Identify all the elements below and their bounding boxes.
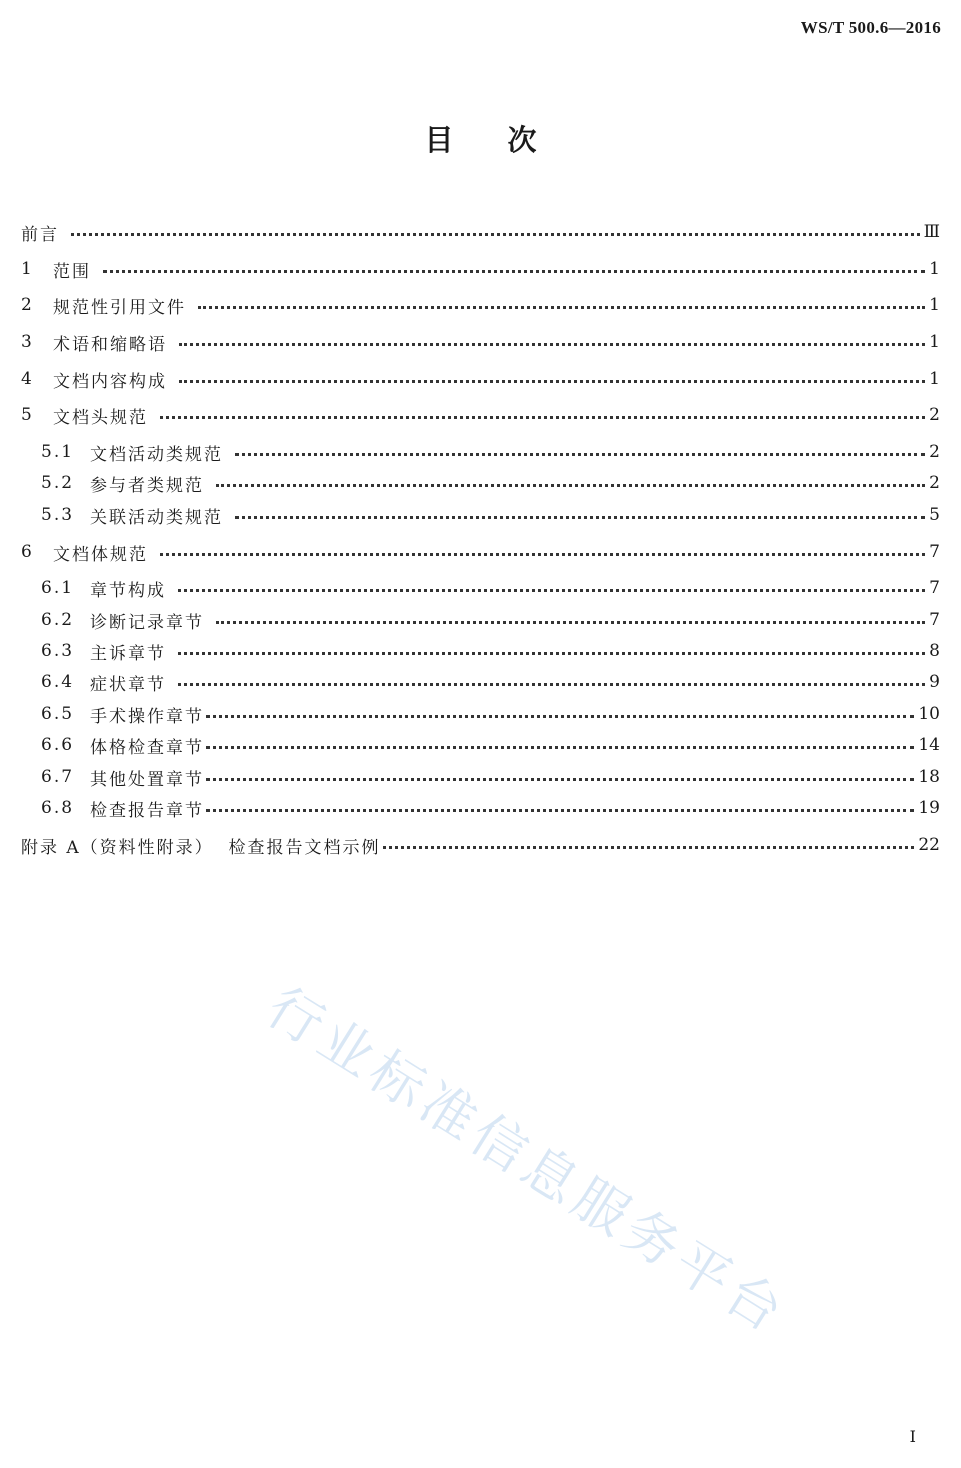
toc-entry-label: 关联活动类规范 [90, 507, 223, 528]
toc-entry-label: 其他处置章节 [90, 769, 204, 790]
toc-entry-annex-a[interactable] [21, 831, 940, 859]
toc-entry-number: 3 [21, 332, 34, 352]
toc-entry-label: 文档内容构成 [53, 371, 167, 392]
dot-leader [179, 343, 925, 346]
toc-entry-4[interactable] [21, 365, 940, 393]
toc-entry-page: 7 [929, 542, 940, 562]
toc-entry-page: 5 [929, 505, 940, 525]
toc-entry-5[interactable] [21, 401, 940, 429]
dot-leader [206, 809, 914, 812]
dot-leader [179, 380, 925, 383]
toc-entry-number: 6.3 [41, 641, 75, 661]
toc-entry-page: 7 [929, 578, 940, 598]
watermark: 行业标准信息服务平台 [256, 975, 799, 1347]
toc-entry-page: 9 [929, 672, 940, 692]
toc-entry-label: 参与者类规范 [90, 475, 204, 496]
toc-entry-6-4[interactable] [41, 668, 940, 696]
toc-entry-label: 章节构成 [90, 580, 166, 601]
toc-entry-5-3[interactable] [41, 501, 940, 529]
toc-entry-label: 规范性引用文件 [53, 297, 186, 318]
toc-entry-number: 5.3 [41, 505, 75, 525]
toc-entry-number: 1 [21, 259, 34, 279]
title-char-1: 目 [424, 123, 454, 157]
toc-entry-6-7[interactable] [41, 763, 940, 791]
toc-entry-1[interactable] [21, 255, 940, 283]
toc-entry-label: 术语和缩略语 [53, 334, 167, 355]
toc-entry-page: 18 [918, 767, 940, 787]
toc-entry-label: 症状章节 [90, 674, 166, 695]
toc-entry-number: 6.4 [41, 672, 75, 692]
toc-entry-page: 1 [929, 332, 940, 352]
toc-entry-page: 1 [929, 295, 940, 315]
dot-leader [235, 453, 925, 456]
toc-entry-page: 10 [918, 704, 940, 724]
toc-entry-6-1[interactable] [41, 574, 940, 602]
dot-leader [206, 746, 914, 749]
dot-leader [198, 306, 925, 309]
toc-entry-number: 6.7 [41, 767, 75, 787]
toc-entry-number: 6.1 [41, 578, 75, 598]
toc-entry-number: 6.8 [41, 798, 75, 818]
toc-entry-foreword[interactable] [21, 218, 940, 246]
toc-entry-label: 附录 A（资料性附录） 检查报告文档示例 [21, 837, 381, 858]
toc-entry-label: 体格检查章节 [90, 737, 204, 758]
toc-entry-number: 2 [21, 295, 34, 315]
toc-entry-page: 8 [929, 641, 940, 661]
dot-leader [178, 652, 925, 655]
toc-entry-number: 5 [21, 405, 34, 425]
toc-entry-5-2[interactable] [41, 469, 940, 497]
footer-page-number: I [909, 1427, 916, 1446]
toc-entry-6-8[interactable] [41, 794, 940, 822]
toc-entry-number: 5.1 [41, 442, 75, 462]
standard-code: WS/T 500.6—2016 [800, 18, 941, 37]
toc-entry-3[interactable] [21, 328, 940, 356]
dot-leader [160, 416, 925, 419]
toc-entry-number: 6.6 [41, 735, 75, 755]
toc-entry-label: 诊断记录章节 [90, 612, 204, 633]
dot-leader [206, 715, 914, 718]
dot-leader [160, 553, 925, 556]
toc-entry-6-2[interactable] [41, 606, 940, 634]
toc-entry-page: 1 [929, 259, 940, 279]
toc-entry-label: 文档头规范 [53, 407, 148, 428]
toc-entry-number: 6.2 [41, 610, 75, 630]
toc-entry-number: 4 [21, 369, 34, 389]
toc-entry-label: 文档体规范 [53, 544, 148, 565]
toc-entry-label: 主诉章节 [90, 643, 166, 664]
toc-entry-page: 19 [918, 798, 940, 818]
dot-leader [71, 233, 920, 236]
toc-entry-6-3[interactable] [41, 637, 940, 665]
toc-entry-page: 22 [918, 835, 940, 855]
toc-entry-label: 文档活动类规范 [90, 444, 223, 465]
dot-leader [178, 683, 925, 686]
dot-leader [178, 589, 925, 592]
dot-leader [206, 778, 914, 781]
toc-entry-label: 检查报告章节 [90, 800, 204, 821]
dot-leader [216, 621, 925, 624]
toc-entry-page: 2 [929, 473, 940, 493]
toc-entry-number: 6 [21, 542, 34, 562]
dot-leader [103, 270, 925, 273]
toc-entry-page: 1 [929, 369, 940, 389]
toc-entry-page: Ⅲ [923, 222, 940, 242]
toc-entry-label: 范围 [53, 261, 91, 282]
toc-entry-number: 6.5 [41, 704, 75, 724]
toc-entry-6-5[interactable] [41, 700, 940, 728]
toc-entry-page: 2 [929, 442, 940, 462]
toc-entry-5-1[interactable] [41, 438, 940, 466]
dot-leader [235, 516, 925, 519]
toc-entry-6[interactable] [21, 538, 940, 566]
toc-entry-label: 前言 [21, 224, 59, 245]
toc-entry-2[interactable] [21, 291, 940, 319]
toc-entry-number: 5.2 [41, 473, 75, 493]
page-title [0, 118, 961, 159]
title-char-2: 次 [507, 123, 537, 157]
dot-leader [216, 484, 925, 487]
toc-entry-page: 2 [929, 405, 940, 425]
toc-entry-page: 7 [929, 610, 940, 630]
dot-leader [383, 846, 915, 849]
toc-entry-page: 14 [918, 735, 940, 755]
toc-entry-label: 手术操作章节 [90, 706, 204, 727]
toc-entry-6-6[interactable] [41, 731, 940, 759]
